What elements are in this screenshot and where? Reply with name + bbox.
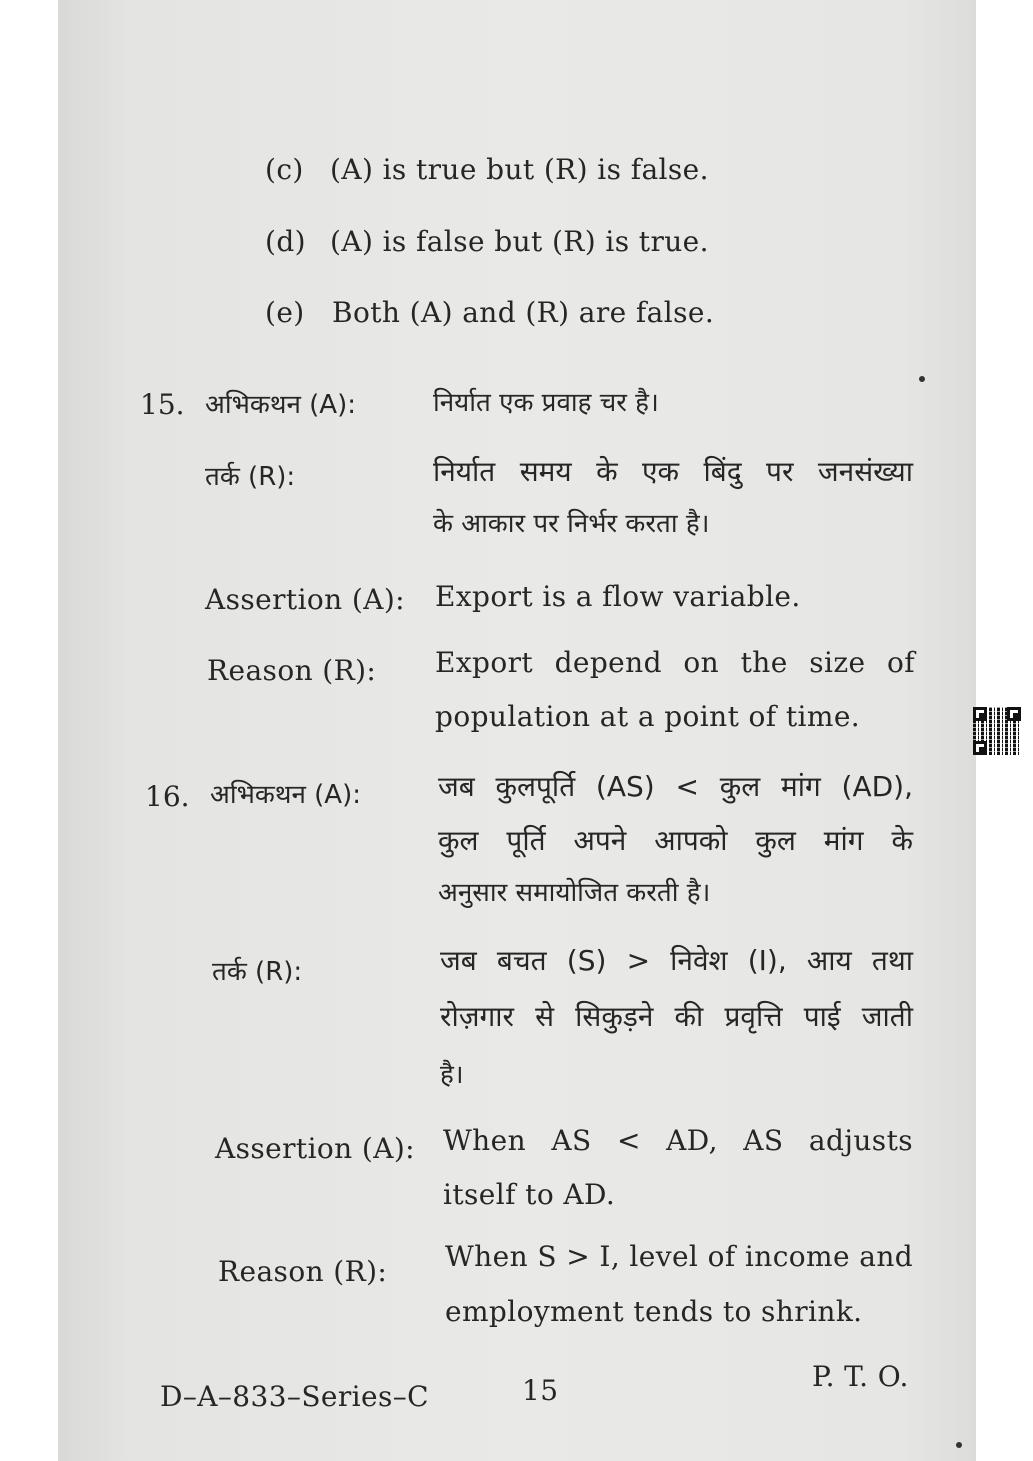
question-15-number: 15. [140,388,185,421]
option-c-text: (A) is true but (R) is false. [330,153,709,186]
option-d-text: (A) is false but (R) is true. [330,225,709,258]
q16-en-assertion-line2: itself to AD. [443,1178,616,1211]
q16-en-assertion-line1: When AS < AD, AS adjusts [443,1124,913,1157]
footer-page-number: 15 [522,1374,559,1407]
q16-hi-assertion-line1: जब कुलपूर्ति (AS) < कुल मांग (AD), [438,770,913,803]
q16-en-assertion-label: Assertion (A): [215,1132,416,1165]
q16-en-reason-line2: employment tends to shrink. [445,1295,863,1328]
footer-series-code: D–A–833–Series–C [160,1380,429,1413]
q15-hi-assertion-text: निर्यात एक प्रवाह चर है। [433,388,659,418]
q16-hi-reason-line3: है। [440,1060,464,1090]
option-c-label: (c) [265,153,304,186]
q15-hi-assertion-label: अभिकथन (A): [205,390,356,420]
option-e-label: (e) [265,296,305,329]
q16-en-reason-line1: When S > I, level of income and [445,1240,914,1273]
q15-hi-reason-label: तर्क (R): [205,462,296,492]
q15-en-assertion-label: Assertion (A): [205,583,406,616]
option-d-label: (d) [265,225,306,258]
q15-hi-reason-line2: के आकार पर निर्भर करता है। [433,509,710,539]
q15-en-reason-line1: Export depend on the size of [435,646,915,679]
qr-code-icon [973,707,1021,755]
q16-hi-reason-label: तर्क (R): [212,957,303,987]
q15-hi-reason-line1: निर्यात समय के एक बिंदु पर जनसंख्या [433,455,913,488]
question-16-number: 16. [145,780,190,813]
q15-en-reason-label: Reason (R): [207,654,377,687]
footer-pto: P. T. O. [812,1360,909,1393]
q15-en-assertion-text: Export is a flow variable. [435,580,801,613]
q16-hi-assertion-line2: कुल पूर्ति अपने आपको कुल मांग के [438,824,913,857]
q15-en-reason-line2: population at a point of time. [435,700,861,733]
option-e-text: Both (A) and (R) are false. [332,296,715,329]
q16-hi-assertion-line3: अनुसार समायोजित करती है। [438,878,711,908]
q16-hi-reason-line1: जब बचत (S) > निवेश (I), आय तथा [440,944,913,977]
q16-en-reason-label: Reason (R): [218,1255,388,1288]
q16-hi-reason-line2: रोज़गार से सिकुड़ने की प्रवृत्ति पाई जाती [440,1000,913,1033]
q16-hi-assertion-label: अभिकथन (A): [210,780,361,810]
scan-speck [919,376,925,382]
scan-speck [956,1442,962,1448]
